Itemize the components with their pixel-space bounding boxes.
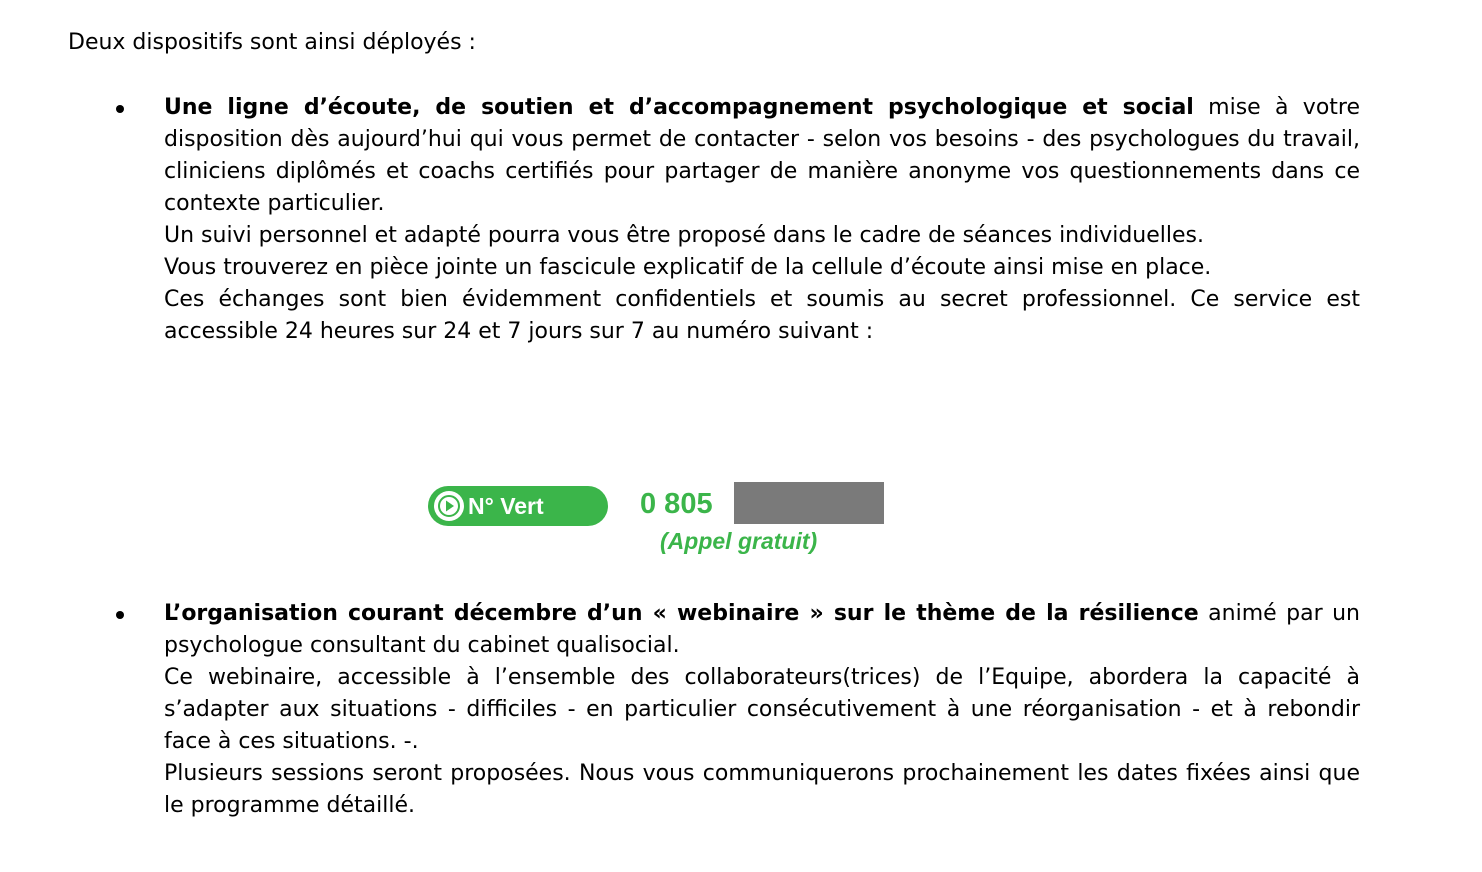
phone-number: 0 805: [640, 488, 713, 520]
bullet-icon: [116, 105, 124, 113]
phone-number-block: [428, 482, 868, 562]
free-call-note: (Appel gratuit): [660, 528, 818, 554]
numero-vert-badge: [428, 486, 608, 526]
item-title: Une ligne d’écoute, de soutien et d’accompagnement psychologique et social: [164, 95, 1194, 120]
list-item-webinar: [164, 598, 1360, 822]
list-item-listening-line: [164, 92, 1360, 348]
paragraph: [164, 598, 1360, 662]
paragraph: Un suivi personnel et adapté pourra vous être proposé dans le cadre de séances individuelles.: [164, 223, 1204, 248]
item-title: L’organisation courant décembre d’un « webinaire » sur le thème de la résilience: [164, 601, 1199, 626]
paragraph: Vous trouverez en pièce jointe un fascicule explicatif de la cellule d’écoute ainsi mise en place.: [164, 255, 1212, 280]
badge-label: N° Vert: [468, 492, 544, 519]
paragraph: [164, 92, 1360, 220]
play-arrow-icon: [434, 491, 464, 521]
paragraph: Ces échanges sont bien évidemment confidentiels et soumis au secret professionnel. Ce service est accessible 24 heures sur 24 et 7 jours sur 7 au numéro suivant :: [164, 287, 1360, 344]
redacted-digits: [734, 482, 884, 524]
paragraph: Ce webinaire, accessible à l’ensemble des collaborateurs(trices) de l’Equipe, abordera la capacité à s’adapter aux situations - difficiles - en particulier consécutivement à une réorganisation - et à rebondir face à ces situations. -.: [164, 665, 1360, 754]
item-text: mise à votre disposition dès aujourd’hui qui vous permet de contacter - selon vos besoins - des psychologues du travail, cliniciens diplômés et coachs certifiés pour partager de manière anonyme vos questionnements dans ce contexte particulier.: [164, 95, 1361, 216]
intro-text: Deux dispositifs sont ainsi déployés :: [68, 30, 476, 55]
paragraph: Plusieurs sessions seront proposées. Nous vous communiquerons prochainement les dates fixées ainsi que le programme détaillé.: [164, 761, 1360, 818]
bullet-icon: [116, 611, 124, 619]
item-text: animé par un psychologue consultant du cabinet qualisocial.: [164, 601, 1360, 658]
